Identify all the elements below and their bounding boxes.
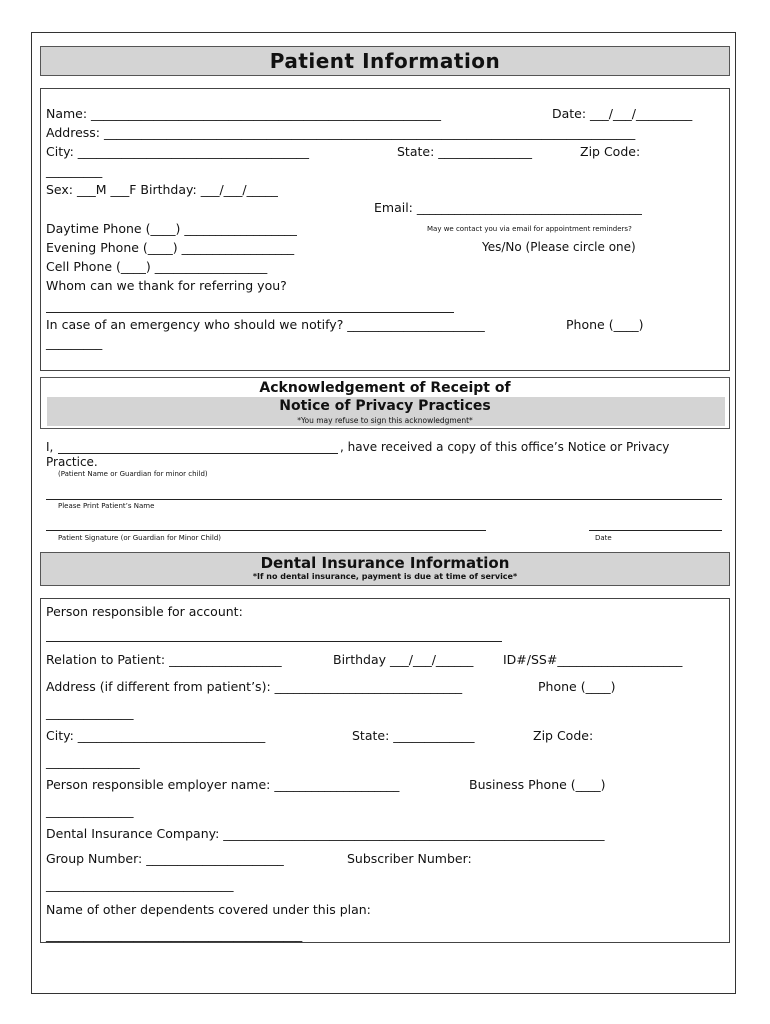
- insurance-phone-field[interactable]: Phone (____): [538, 679, 616, 694]
- page-title: Patient Information: [40, 46, 730, 76]
- subscriber-number-field[interactable]: ______________________________: [46, 877, 234, 892]
- evening-phone-field[interactable]: Evening Phone (____) __________________: [46, 240, 295, 255]
- cell-phone-field[interactable]: Cell Phone (____) __________________: [46, 259, 268, 274]
- dependents-field[interactable]: _________________________________________: [46, 927, 303, 942]
- id-ss-field[interactable]: ID#/SS#____________________: [503, 652, 683, 667]
- group-number-field[interactable]: Group Number: ______________________: [46, 851, 284, 866]
- email-field[interactable]: Email: ____________________________________: [374, 200, 642, 215]
- zip-field[interactable]: _________: [46, 163, 103, 178]
- date-field[interactable]: Date: ___/___/_________: [552, 106, 693, 121]
- referral-answer-line[interactable]: [46, 312, 454, 313]
- insurance-city-field[interactable]: City: ______________________________: [46, 728, 266, 743]
- responsible-person-line[interactable]: [46, 641, 502, 642]
- privacy-note: *You may refuse to sign this acknowledgment*: [297, 416, 473, 425]
- sex-birthday-field[interactable]: Sex: ___M ___F Birthday: ___/___/_____: [46, 182, 278, 197]
- emergency-phone-field[interactable]: Phone (____): [566, 317, 644, 332]
- address-field[interactable]: Address: _____________________________________________________________________________________: [46, 125, 636, 140]
- privacy-statement-end: Practice.: [46, 455, 98, 469]
- daytime-phone-field[interactable]: Daytime Phone (____) __________________: [46, 221, 297, 236]
- patient-name-caption: (Patient Name or Guardian for minor child): [58, 470, 208, 478]
- signature-line[interactable]: [46, 530, 486, 531]
- emergency-contact-field[interactable]: In case of an emergency who should we notify? ______________________: [46, 317, 485, 332]
- dependents-label: Name of other dependents covered under this plan:: [46, 902, 371, 917]
- print-name-line[interactable]: [46, 499, 722, 500]
- email-contact-question: May we contact you via email for appointment reminders?: [427, 225, 632, 233]
- insurance-address-cont[interactable]: ______________: [46, 705, 134, 720]
- privacy-title-line1: Acknowledgement of Receipt of: [259, 380, 511, 396]
- insurance-birthday-field[interactable]: Birthday ___/___/______: [333, 652, 474, 667]
- insurance-company-field[interactable]: Dental Insurance Company: _____________________________________________________________: [46, 826, 605, 841]
- employer-cont[interactable]: ______________: [46, 803, 134, 818]
- name-field[interactable]: Name: ________________________________________________________: [46, 106, 442, 121]
- emergency-phone-cont[interactable]: _________: [46, 335, 103, 350]
- referral-question: Whom can we thank for referring you?: [46, 278, 287, 293]
- responsible-person-label: Person responsible for account:: [46, 604, 243, 619]
- privacy-header: [40, 377, 730, 429]
- privacy-statement-start: I,: [46, 440, 54, 454]
- yes-no-choice[interactable]: Yes/No (Please circle one): [482, 240, 636, 254]
- patient-name-line[interactable]: [58, 453, 338, 454]
- city-field[interactable]: City: _____________________________________: [46, 144, 310, 159]
- signature-date-line[interactable]: [589, 530, 722, 531]
- business-phone-field[interactable]: Business Phone (____): [469, 777, 606, 792]
- relation-field[interactable]: Relation to Patient: __________________: [46, 652, 282, 667]
- date-caption: Date: [595, 534, 612, 542]
- insurance-state-field[interactable]: State: _____________: [352, 728, 475, 743]
- employer-field[interactable]: Person responsible employer name: ____________________: [46, 777, 400, 792]
- print-name-caption: Please Print Patient’s Name: [58, 502, 155, 510]
- zip-label: Zip Code:: [580, 144, 641, 159]
- insurance-zip-label: Zip Code:: [533, 728, 594, 743]
- insurance-zip-field[interactable]: _______________: [46, 754, 140, 769]
- signature-caption: Patient Signature (or Guardian for Minor Child): [58, 534, 221, 542]
- insurance-address-field[interactable]: Address (if different from patient’s): ______________________________: [46, 679, 463, 694]
- privacy-title-line2: Notice of Privacy Practices: [279, 398, 491, 414]
- privacy-statement: , have received a copy of this office’s Notice or Privacy: [340, 440, 670, 454]
- state-field[interactable]: State: _______________: [397, 144, 533, 159]
- insurance-note: *If no dental insurance, payment is due at time of service*: [252, 572, 518, 581]
- insurance-header: [40, 552, 730, 586]
- insurance-title: Dental Insurance Information: [260, 554, 510, 572]
- subscriber-number-label: Subscriber Number:: [347, 851, 472, 866]
